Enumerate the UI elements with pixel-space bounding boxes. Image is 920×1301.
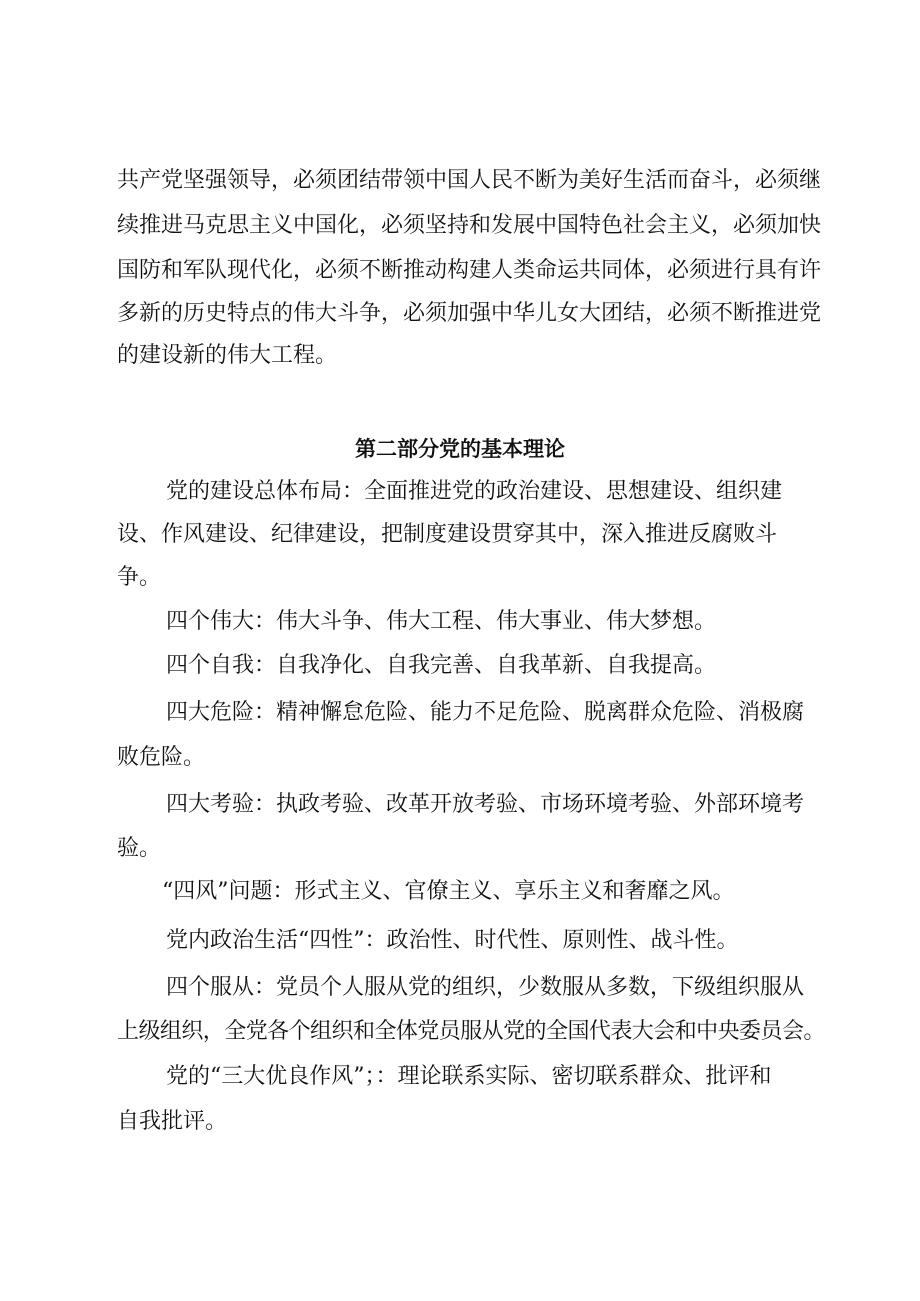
paragraph-line: 上级组织，全党各个组织和全体党员服从党的全国代表大会和中央委员会。 [117, 1019, 825, 1044]
paragraph-line: 自我批评。 [117, 1109, 228, 1134]
paragraph-line: 党内政治生活“四性”：政治性、时代性、原则性、战斗性。 [166, 928, 739, 953]
section-title: 第二部分党的基本理论 [355, 436, 565, 461]
paragraph-line: 四大危险：精神懈怠危险、能力不足危险、脱离群众危险、消极腐 [166, 700, 805, 725]
intro-line-5: 的建设新的伟大工程。 [117, 343, 338, 368]
paragraph-line: 四个伟大：伟大斗争、伟大工程、伟大事业、伟大梦想。 [166, 609, 717, 634]
paragraph-line: 四个自我：自我净化、自我完善、自我革新、自我提高。 [166, 653, 717, 678]
paragraph-line: “四风”问题：形式主义、官僚主义、享乐主义和奢靡之风。 [162, 879, 735, 904]
paragraph-line: 党的“三大优良作风”；：理论联系实际、密切联系群众、批评和 [166, 1064, 772, 1089]
intro-line-4: 多新的历史特点的伟大斗争，必须加强中华儿女大团结，必须不断推进党 [117, 301, 822, 326]
intro-line-3: 国防和军队现代化，必须不断推动构建人类命运共同体，必须进行具有许 [117, 258, 822, 283]
paragraph-line: 四个服从：党员个人服从党的组织，少数服从多数，下级组织服从 [166, 975, 805, 1000]
paragraph-line: 党的建设总体布局：全面推进党的政治建设、思想建设、组织建 [166, 479, 783, 504]
paragraph-line: 验。 [117, 836, 162, 861]
intro-line-1: 共产党坚强领导，必须团结带领中国人民不断为美好生活而奋斗，必须继 [117, 168, 822, 193]
paragraph-line: 四大考验：执政考验、改革开放考验、市场环境考验、外部环境考 [166, 792, 805, 817]
intro-line-2: 续推进马克思主义中国化，必须坚持和发展中国特色社会主义，必须加快 [117, 213, 822, 238]
paragraph-line: 设、作风建设、纪律建设，把制度建设贯穿其中，深入推进反腐败斗 [117, 522, 778, 547]
paragraph-line: 败危险。 [117, 745, 206, 770]
paragraph-line: 争。 [117, 565, 162, 590]
